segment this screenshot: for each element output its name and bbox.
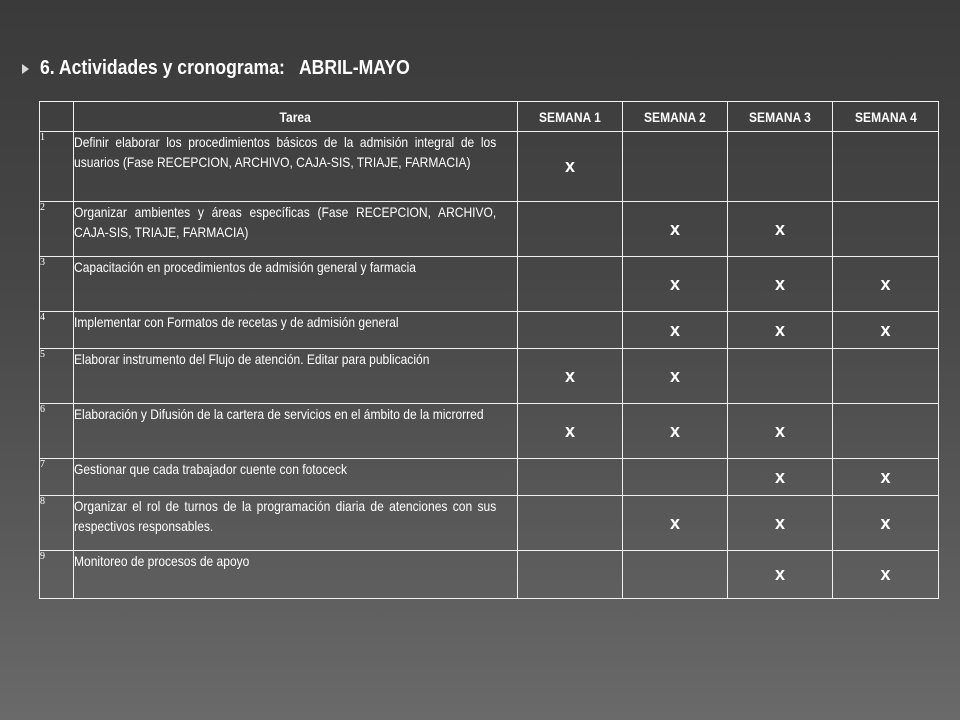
week-mark: x <box>728 312 833 349</box>
task-cell: Organizar ambientes y áreas específicas (Fase RECEPCION, ARCHIVO, CAJA-SIS, TRIAJE, FARMACIA) <box>74 202 518 257</box>
table-row <box>40 496 939 551</box>
week-mark: x <box>623 202 728 257</box>
week-mark: x <box>518 404 623 459</box>
header-week-1: SEMANA 1 <box>518 102 623 132</box>
row-number: 8 <box>40 496 74 551</box>
week-mark <box>623 459 728 496</box>
row-number: 7 <box>40 459 74 496</box>
table-row <box>40 312 939 349</box>
table-row <box>40 459 939 496</box>
week-mark: x <box>623 257 728 312</box>
title-period: ABRIL-MAYO <box>298 57 410 79</box>
row-number: 1 <box>40 132 74 202</box>
week-mark: x <box>728 551 833 599</box>
week-mark <box>518 257 623 312</box>
header-week-2: SEMANA 2 <box>623 102 728 132</box>
week-mark: x <box>728 202 833 257</box>
task-cell: Monitoreo de procesos de apoyo <box>74 551 518 599</box>
task-cell: Gestionar que cada trabajador cuente con fotoceck <box>74 459 518 496</box>
week-mark <box>728 349 833 404</box>
week-mark <box>728 132 833 202</box>
row-number: 4 <box>40 312 74 349</box>
task-cell: Implementar con Formatos de recetas y de admisión general <box>74 312 518 349</box>
week-mark: x <box>623 496 728 551</box>
week-mark <box>623 551 728 599</box>
header-week-3: SEMANA 3 <box>728 102 833 132</box>
task-cell: Elaboración y Difusión de la cartera de servicios en el ámbito de la microrred <box>74 404 518 459</box>
table-row <box>40 202 939 257</box>
task-cell: Capacitación en procedimientos de admisión general y farmacia <box>74 257 518 312</box>
schedule-table <box>39 101 939 599</box>
row-number: 5 <box>40 349 74 404</box>
week-mark: x <box>728 496 833 551</box>
table-row <box>40 551 939 599</box>
week-mark: x <box>623 404 728 459</box>
table-row <box>40 349 939 404</box>
week-mark: x <box>728 404 833 459</box>
header-row <box>40 102 939 132</box>
header-num <box>40 102 74 132</box>
row-number: 3 <box>40 257 74 312</box>
week-mark: x <box>518 349 623 404</box>
page-title <box>40 57 410 80</box>
week-mark: x <box>623 349 728 404</box>
header-week-4: SEMANA 4 <box>833 102 939 132</box>
week-mark <box>833 202 939 257</box>
week-mark <box>623 132 728 202</box>
week-mark: x <box>833 257 939 312</box>
week-mark <box>518 312 623 349</box>
week-mark: x <box>518 132 623 202</box>
task-cell: Elaborar instrumento del Flujo de atención. Editar para publicación <box>74 349 518 404</box>
week-mark: x <box>833 459 939 496</box>
week-mark: x <box>833 312 939 349</box>
task-cell: Organizar el rol de turnos de la programación diaria de atenciones con sus respectivos responsables. <box>74 496 518 551</box>
week-mark: x <box>833 496 939 551</box>
week-mark <box>518 496 623 551</box>
week-mark: x <box>728 257 833 312</box>
week-mark <box>833 132 939 202</box>
table-row <box>40 404 939 459</box>
row-number: 9 <box>40 551 74 599</box>
week-mark <box>833 404 939 459</box>
table-row <box>40 132 939 202</box>
week-mark: x <box>833 551 939 599</box>
row-number: 6 <box>40 404 74 459</box>
table-row <box>40 257 939 312</box>
week-mark <box>518 202 623 257</box>
header-task: Tarea <box>74 102 518 132</box>
row-number: 2 <box>40 202 74 257</box>
title-prefix: 6. Actividades y cronograma: <box>40 57 285 79</box>
week-mark: x <box>728 459 833 496</box>
week-mark: x <box>623 312 728 349</box>
week-mark <box>518 551 623 599</box>
week-mark <box>518 459 623 496</box>
week-mark <box>833 349 939 404</box>
task-cell: Definir elaborar los procedimientos básicos de la admisión integral de los usuarios (Fase RECEPCION, ARCHIVO, CAJA-SIS, TRIAJE, FARMACIA) <box>74 132 518 202</box>
bullet-arrow-icon <box>22 64 29 74</box>
